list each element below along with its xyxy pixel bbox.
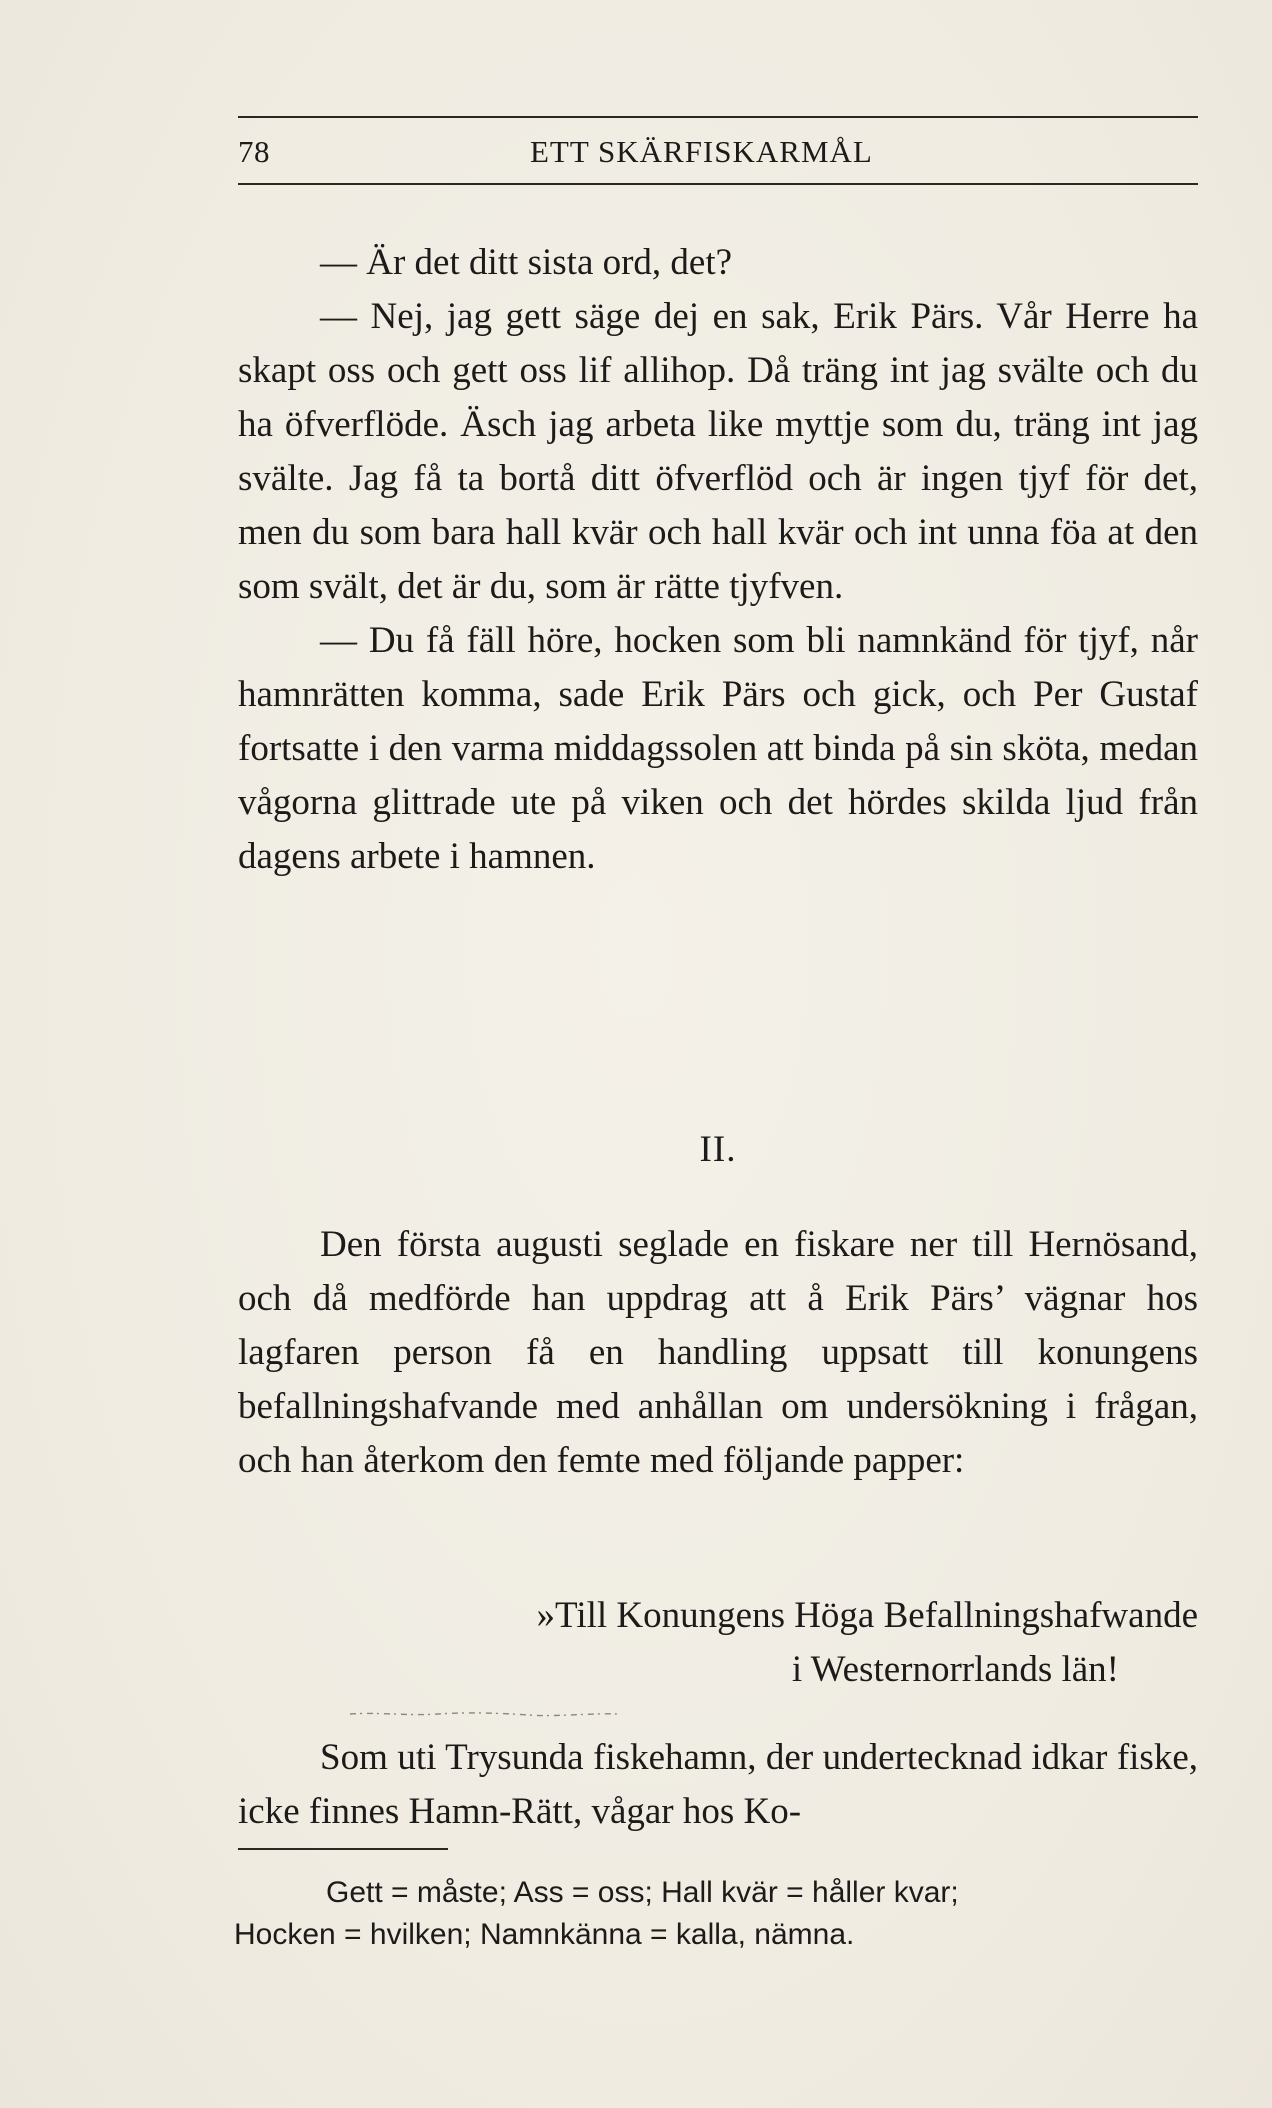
running-head [238, 134, 1198, 174]
address-line: »Till Konungens Höga Befallningshafwande [536, 1595, 1198, 1636]
letter-body [238, 1731, 1198, 1839]
running-title: ETT SKÄRFISKARMÅL [530, 134, 873, 169]
footnotes [234, 1872, 1202, 1956]
header-top-rule [238, 116, 1198, 118]
paragraph: — Du få fäll höre, hocken som bli namnkänd för tjyf, når hamnrätten komma, sade Erik Pärs och gick, och Per Gustaf fortsatte i den varma middagssolen att binda på sin sköta, medan vågorna glittrade ute på viken och det hördes skilda ljud från dagens arbete i hamnen. [238, 620, 1198, 877]
narrative-section [238, 1218, 1198, 1488]
faint-ink-mark [348, 1710, 620, 1718]
section-heading: II. [699, 1129, 737, 1170]
footnote-line: Hocken = hvilken; Namnkänna = kalla, nämna. [234, 1918, 855, 1951]
address-line: i Westernorrlands län! [791, 1649, 1119, 1690]
page-number: 78 [238, 134, 270, 169]
header-bottom-rule [238, 183, 1198, 185]
footnote-line: Gett = måste; Ass = oss; Hall kvär = håller kvar; [326, 1876, 959, 1909]
paragraph: Den första augusti seglade en fiskare ner till Hernösand, och då medförde han uppdrag att å Erik Pärs’ vägnar hos lagfaren person få en handling uppsatt till konungens befallningshafvande med anhållan om undersökning i frågan, och han återkom den femte med följande papper: [238, 1224, 1198, 1481]
dialogue-section [238, 236, 1198, 884]
paragraph: — Nej, jag gett säge dej en sak, Erik Pärs. Vår Herre ha skapt oss och gett oss lif allihop. Då träng int jag svälte och du ha öfverflöde. Äsch jag arbeta like myttje som du, träng int jag svälte. Jag få ta bortå ditt öfverflöd och är ingen tjyf för det, men du som bara hall kvär och hall kvär och int unna föa at den som svält, det är du, som är rätte tjyfven. [238, 296, 1198, 607]
paragraph: — Är det ditt sista ord, det? [320, 242, 733, 283]
paragraph: Som uti Trysunda fiskehamn, der undertecknad idkar fiske, icke finnes Hamn-Rätt, vågar hos Ko- [238, 1737, 1198, 1832]
footnote-rule [238, 1848, 448, 1850]
